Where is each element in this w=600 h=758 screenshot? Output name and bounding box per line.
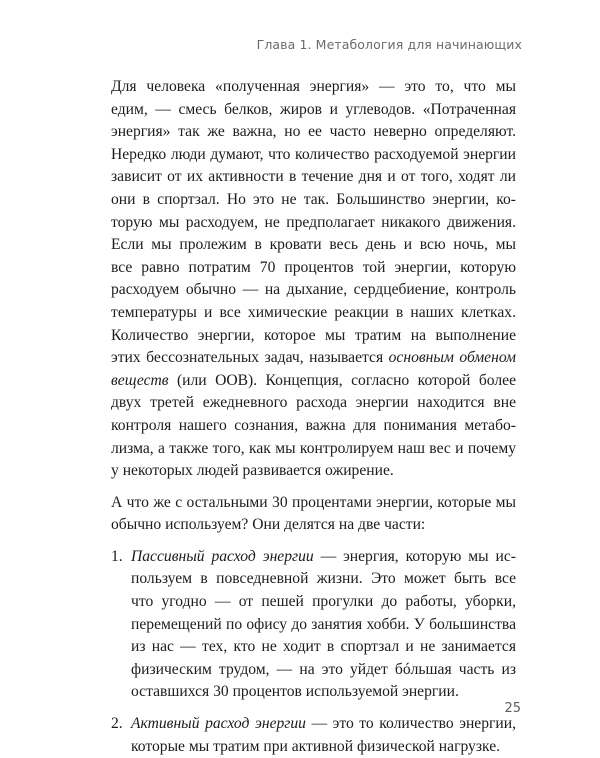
italic-term: основным обменом xyxy=(388,349,516,367)
text-line: у некоторых людей развивается ожирение. xyxy=(111,462,394,480)
text-line: Количество энергии, которое мы тратим на выполнение xyxy=(111,326,516,344)
text-line: температуры и все химические реакции в наших клетках. xyxy=(111,303,516,321)
paragraph-remaining-energy xyxy=(111,492,516,537)
text-line: они в спортзал. Но это не так. Большинство энергии, ко- xyxy=(111,190,516,208)
text-line: Если мы пролежим в кровати весь день и всю ночь, мы xyxy=(111,236,516,254)
page-number: 25 xyxy=(504,701,521,716)
text-line: Нередко люди думают, что количество расходуемой энергии xyxy=(111,145,516,163)
text-line: двух третей ежедневного расхода энергии находится вне xyxy=(111,394,516,412)
energy-types-list xyxy=(111,546,516,758)
text-line: расходуем обычно — на дыхание, сердцебиение, контроль xyxy=(111,281,516,299)
text-line xyxy=(111,370,516,393)
text-line: физическим трудом, — на это уйдет бóльшая часть из xyxy=(131,660,516,678)
text-segment: (или ООВ). Концепция, согласно которой более xyxy=(176,371,516,389)
text-line: А что же с остальными 30 процентами энергии, которые мы xyxy=(111,493,516,511)
text-line xyxy=(111,347,516,370)
text-line: едим, — смесь белков, жиров и углеводов. «Потраченная xyxy=(111,100,516,118)
body-text xyxy=(111,76,516,758)
paragraph-energy-intro xyxy=(111,76,516,483)
list-marker: 2. xyxy=(111,715,123,733)
text-line: оставшихся 30 процентов используемой энергии. xyxy=(131,683,459,701)
text-line: все равно потратим 70 процентов той энергии, которую xyxy=(111,258,516,276)
italic-term: Активный расход энергии xyxy=(131,715,306,733)
running-head: Глава 1. Метабология для начинающих xyxy=(256,37,522,52)
list-item-passive xyxy=(111,546,516,704)
text-segment: — это то количество энергии, xyxy=(305,715,516,733)
italic-term: веществ xyxy=(111,371,169,389)
text-line: контроля нашего сознания, важна для понимания метабо- xyxy=(111,416,516,434)
text-line: зависит от их активности в течение дня и от того, ходят ли xyxy=(111,168,516,186)
text-line: пользуем в повседневной жизни. Это может быть все xyxy=(131,570,516,588)
text-line: обычно используем? Они делятся на две части: xyxy=(111,516,426,534)
text-segment: этих бессознательных задач, называется xyxy=(111,349,384,367)
text-line: лизма, а также того, как мы контролируем наш вес и почему xyxy=(111,439,516,457)
text-line: торую мы расходуем, не предполагает никакого движения. xyxy=(111,213,516,231)
list-item-active xyxy=(111,713,516,758)
italic-term: Пассивный расход энергии xyxy=(131,547,314,565)
text-line xyxy=(131,713,516,736)
text-line: перемещений по офису до занятия хобби. У большинства xyxy=(131,615,516,633)
text-line: энергия» так же важна, но ее часто неверно определяют. xyxy=(111,123,516,141)
text-line: из нас — тех, кто не ходит в спортзал и не занимается xyxy=(131,638,516,656)
text-line: которые мы тратим при активной физической нагрузке. xyxy=(131,737,501,755)
list-marker: 1. xyxy=(111,547,123,565)
text-segment: — энергия, которую мы ис- xyxy=(313,547,517,565)
text-line: Для человека «полученная энергия» — это то, что мы xyxy=(111,78,516,95)
text-line: что угодно — от пешей прогулки до работы, уборки, xyxy=(131,593,516,611)
text-line xyxy=(131,546,516,569)
